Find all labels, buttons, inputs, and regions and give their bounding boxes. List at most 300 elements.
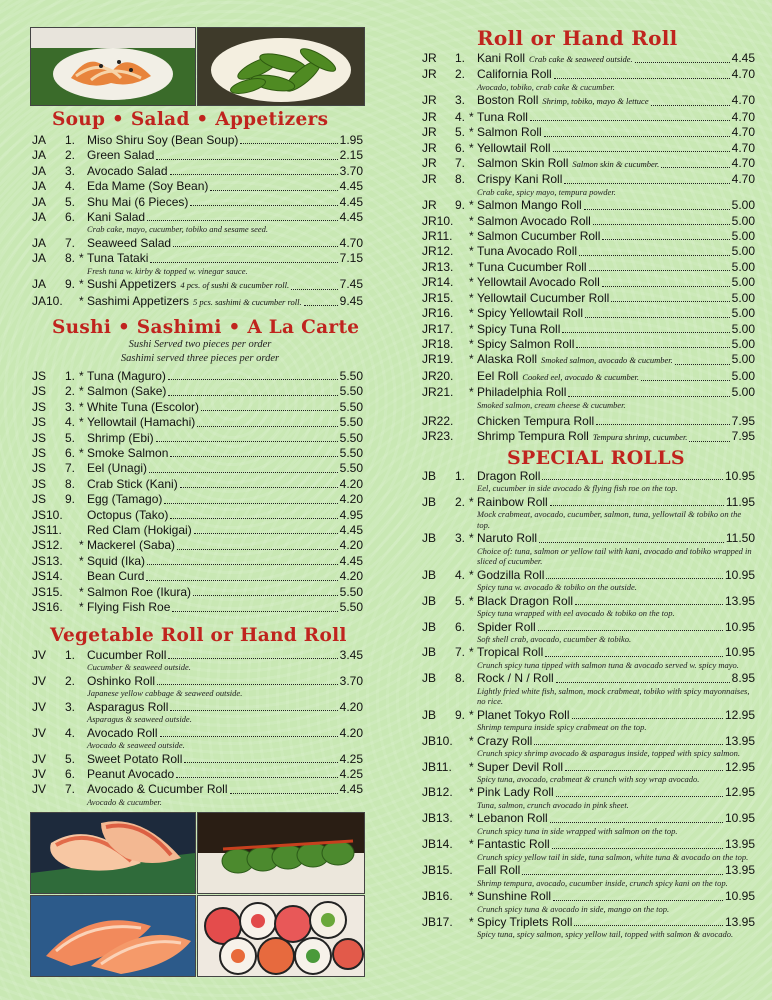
menu-item-row [422, 67, 755, 82]
dot-leader [574, 925, 723, 926]
item-description: Japanese yellow cabbage & seaweed outside. [87, 688, 243, 699]
dot-leader [556, 682, 730, 683]
dot-leader [170, 710, 337, 711]
menu-item-row [32, 179, 363, 194]
section-heading-vegetable: Vegetable Roll or Hand Roll [50, 625, 347, 646]
dot-leader [194, 533, 338, 534]
menu-item [422, 469, 755, 494]
item-name: Crab Stick (Kani) [87, 476, 178, 491]
dot-leader [530, 120, 730, 121]
item-number: 1. [455, 469, 466, 483]
menu-item-row [422, 469, 755, 484]
dot-leader [562, 332, 729, 333]
menu-item-row [32, 554, 363, 569]
item-code: JR12. [422, 244, 454, 259]
item-code: JV [32, 782, 47, 797]
item-price: 2.15 [339, 148, 363, 163]
item-price: 4.70 [731, 93, 755, 108]
dot-leader [190, 205, 337, 206]
spicy-star: * [469, 198, 474, 213]
dot-leader [291, 289, 337, 290]
item-description: Spicy tuna, avocado, crabmeat & crunch with soy wrap avocado. [477, 773, 700, 784]
menu-item-row [422, 863, 755, 878]
menu-item-row [422, 110, 755, 125]
sushi-subtitle-2: Sashimi served three pieces per order [120, 353, 280, 364]
dot-leader [170, 174, 338, 175]
item-price: 4.20 [339, 725, 363, 740]
menu-item [422, 172, 755, 197]
item-inline-description: Crab cake & seaweed outside. [529, 54, 633, 64]
item-name: California Roll [477, 67, 552, 82]
dot-leader [593, 224, 730, 225]
menu-item [32, 461, 363, 476]
item-price: 5.50 [339, 584, 363, 599]
menu-item-row [32, 133, 363, 148]
item-name: Squid (Ika) [87, 553, 146, 568]
menu-item-row [422, 495, 755, 510]
dot-leader [552, 848, 723, 849]
menu-item-row [422, 51, 755, 67]
menu-item-row [422, 889, 755, 904]
item-code: JS [32, 492, 47, 507]
menu-item-row [32, 523, 363, 538]
menu-item-row [32, 251, 363, 266]
item-price: 9.45 [339, 293, 363, 308]
dot-leader [149, 472, 338, 473]
item-name: Salmon Mango Roll [477, 198, 582, 213]
menu-item [32, 726, 363, 751]
item-number: 5. [455, 593, 466, 608]
item-price: 5.50 [339, 399, 363, 414]
dot-leader [168, 379, 338, 380]
spicy-star: * [469, 733, 474, 748]
item-code: JV [32, 725, 47, 740]
menu-item [32, 277, 363, 293]
dot-leader [554, 78, 730, 79]
item-number: 2. [455, 494, 466, 509]
item-price: 5.00 [731, 385, 755, 400]
item-name: Bean Curd [87, 569, 145, 584]
menu-item [32, 179, 363, 194]
item-number: 2. [65, 148, 76, 163]
menu-item-row [32, 538, 363, 553]
item-number: 3. [455, 93, 466, 108]
item-name: Flying Fish Roe [87, 600, 171, 615]
item-description: Avocado, tobiko, crab cake & cucumber. [477, 81, 615, 92]
menu-item [422, 837, 755, 862]
dot-leader [230, 793, 338, 794]
dot-leader [572, 718, 723, 719]
menu-item [422, 260, 755, 275]
menu-item-row [422, 352, 755, 368]
item-name: Yellowtail (Hamachi) [87, 415, 196, 430]
item-name: Planet Tokyo Roll [477, 707, 570, 722]
item-price: 4.45 [339, 194, 363, 209]
item-name: Salmon Skin Roll [477, 155, 569, 170]
dot-leader [589, 270, 730, 271]
item-name: White Tuna (Escolor) [87, 399, 200, 414]
item-name: Sushi Appetizers [87, 277, 177, 292]
dot-leader [661, 167, 729, 168]
spicy-star: * [469, 785, 474, 800]
spicy-star: * [469, 306, 474, 321]
item-number: 2. [455, 67, 466, 82]
item-inline-description: Shrimp, tobiko, mayo & lettuce [542, 96, 649, 107]
item-price: 11.50 [725, 531, 755, 546]
item-code: JB [422, 494, 437, 509]
item-price: 4.20 [339, 538, 363, 553]
item-code: JB [422, 469, 437, 483]
dot-leader [172, 611, 337, 612]
item-code: JR20. [422, 368, 454, 383]
item-name: Avocado Roll [87, 725, 158, 740]
item-price: 4.45 [339, 782, 363, 797]
item-name: Tropical Roll [477, 645, 544, 660]
item-price: 13.95 [724, 837, 755, 852]
item-name: Eel Roll [477, 368, 519, 383]
dot-leader [176, 777, 337, 778]
item-code: JS [32, 461, 47, 476]
menu-item [32, 148, 363, 163]
spicy-star: * [469, 915, 474, 929]
item-name: Peanut Avocado [87, 767, 175, 782]
item-name: Sunshine Roll [477, 889, 552, 904]
item-price: 4.70 [731, 172, 755, 187]
dot-leader [564, 183, 729, 184]
dot-leader [170, 518, 337, 519]
section-heading-special-rolls: SPECIAL ROLLS [507, 447, 685, 469]
menu-item-row [32, 674, 363, 689]
menu-item [32, 446, 363, 461]
item-name: Avocado Salad [87, 163, 168, 178]
menu-item [32, 210, 363, 235]
dot-leader [553, 900, 723, 901]
item-code: JB16. [422, 889, 453, 904]
item-price: 7.95 [731, 414, 755, 429]
menu-item-row [32, 446, 363, 461]
dot-leader [611, 301, 729, 302]
spicy-star: * [469, 125, 474, 140]
item-name: Eda Mame (Soy Bean) [87, 179, 209, 194]
dot-leader [544, 136, 730, 137]
section-heading-appetizers: Soup • Salad • Appetizers [52, 109, 329, 130]
item-code: JA [32, 163, 47, 178]
dot-leader [539, 542, 724, 543]
item-name: Boston Roll [477, 93, 539, 108]
item-name: Green Salad [87, 148, 155, 163]
item-code: JS10. [32, 507, 63, 522]
item-number: 7. [455, 645, 466, 660]
dot-leader [197, 426, 337, 427]
item-price: 10.95 [724, 889, 755, 904]
spicy-star: * [469, 494, 474, 509]
menu-item-row [32, 600, 363, 615]
menu-item [32, 767, 363, 782]
item-name: Shrimp (Ebi) [87, 430, 154, 445]
item-price: 4.45 [339, 210, 363, 225]
item-price: 5.50 [339, 600, 363, 615]
menu-item-row [32, 461, 363, 476]
item-price: 4.70 [731, 67, 755, 82]
item-price: 4.70 [731, 125, 755, 140]
menu-item-row [422, 385, 755, 400]
dot-leader [651, 105, 730, 106]
item-price: 4.70 [731, 109, 755, 124]
item-description: Spicy tuna wrapped with eel avocado & tobiko on the top. [477, 608, 675, 619]
item-number: 4. [65, 725, 76, 740]
item-name: Rock / N / Roll [477, 671, 554, 686]
rainbow-roll-photo [197, 895, 365, 977]
item-code: JB [422, 671, 437, 686]
item-description: Mock crabmeat, avocado, cucumber, salmon, tuna, yellowtail & tobiko on the top. [477, 509, 742, 530]
menu-item [422, 198, 755, 213]
dot-leader [173, 246, 338, 247]
menu-item [422, 811, 755, 836]
item-price: 4.20 [339, 492, 363, 507]
dot-leader [689, 441, 729, 442]
menu-item [32, 400, 363, 415]
menu-item-row [422, 708, 755, 723]
dot-leader [156, 441, 338, 442]
menu-item [32, 236, 363, 251]
item-code: JS16. [32, 600, 63, 615]
menu-item-row [422, 337, 755, 352]
item-code: JA [32, 133, 47, 147]
item-description: Cucumber & seaweed outside. [87, 662, 191, 673]
item-name: Philadelphia Roll [477, 385, 567, 400]
item-description: Avocado & seaweed outside. [87, 740, 185, 751]
menu-item [422, 156, 755, 172]
dot-leader [170, 456, 337, 457]
item-name: Shrimp Tempura Roll [477, 429, 589, 444]
menu-item [422, 568, 755, 593]
item-number: 2. [65, 384, 76, 399]
item-name: Tuna (Maguro) [87, 369, 166, 383]
item-number: 7. [65, 782, 76, 797]
sushi-list [32, 369, 363, 616]
spicy-star: * [79, 369, 84, 383]
item-price: 12.95 [724, 759, 755, 774]
item-code: JB12. [422, 785, 453, 800]
spicy-star: * [469, 567, 474, 582]
item-number: 7. [65, 461, 76, 476]
dragon-roll-photo [197, 812, 365, 894]
item-number: 2. [65, 673, 76, 688]
item-number: 4. [455, 109, 466, 124]
item-price: 5.00 [731, 290, 755, 305]
menu-item-row [32, 431, 363, 446]
item-code: JA [32, 194, 47, 209]
item-inline-description: Smoked salmon, avocado & cucumber. [541, 355, 673, 366]
menu-item-row [32, 384, 363, 399]
menu-item [422, 385, 755, 410]
menu-item-row [32, 782, 363, 797]
item-code: JS14. [32, 569, 63, 584]
item-name: Red Clam (Hokigai) [87, 523, 192, 538]
dot-leader [150, 262, 337, 263]
item-name: Dragon Roll [477, 469, 541, 483]
item-price: 5.00 [731, 368, 755, 383]
item-code: JB11. [422, 759, 452, 774]
item-name: Naruto Roll [477, 531, 538, 546]
item-number: 6. [455, 140, 466, 155]
item-code: JB14. [422, 837, 453, 852]
item-price: 4.70 [339, 235, 363, 250]
menu-item-row [422, 531, 755, 546]
menu-item-row [422, 645, 755, 660]
item-description: Tuna, salmon, crunch avocado in pink sheet. [477, 799, 629, 810]
item-code: JA [32, 277, 47, 292]
item-number: 6. [455, 619, 466, 634]
item-description: Crunch spicy tuna in side wrapped with salmon on the top. [477, 825, 678, 836]
item-code: JR [422, 93, 437, 108]
item-description: Fresh tuna w. kirby & topped w. vinegar sauce. [87, 265, 248, 276]
dot-leader [164, 503, 337, 504]
dot-leader [184, 762, 337, 763]
dot-leader [168, 658, 337, 659]
item-price: 13.95 [724, 593, 755, 608]
menu-item-row [422, 214, 755, 229]
menu-item-row [422, 785, 755, 800]
spicy-star: * [469, 259, 474, 274]
item-code: JR [422, 172, 437, 187]
menu-item-row [422, 141, 755, 156]
spicy-star: * [79, 600, 84, 615]
item-price: 5.00 [731, 198, 755, 213]
item-name: Spicy Triplets Roll [477, 915, 573, 929]
menu-item-row [32, 148, 363, 163]
menu-item [32, 585, 363, 600]
item-price: 12.95 [724, 785, 755, 800]
item-name: Super Devil Roll [477, 759, 564, 774]
item-price: 5.00 [731, 259, 755, 274]
menu-item-row [422, 291, 755, 306]
spicy-star: * [469, 244, 474, 259]
item-name: Salmon Roll [477, 125, 542, 140]
menu-item [422, 244, 755, 259]
item-name: Salmon Roe (Ikura) [87, 584, 192, 599]
item-inline-description: 5 pcs. sashimi & cucumber roll. [193, 296, 302, 307]
item-code: JR19. [422, 352, 454, 367]
item-price: 5.50 [339, 446, 363, 461]
menu-item [32, 782, 363, 807]
item-price: 5.50 [339, 415, 363, 430]
menu-item [422, 51, 755, 67]
item-name: Salmon Avocado Roll [477, 213, 591, 228]
menu-item [32, 133, 363, 148]
item-price: 5.00 [731, 213, 755, 228]
item-description: Spicy tuna, spicy salmon, spicy yellow tail, topped with salmon & avocado. [477, 929, 734, 940]
item-code: JR [422, 140, 437, 155]
item-code: JB17. [422, 915, 453, 929]
dot-leader [635, 62, 730, 63]
menu-item [422, 93, 755, 109]
menu-item [422, 734, 755, 759]
item-price: 1.95 [339, 133, 363, 147]
item-number: 3. [65, 399, 76, 414]
item-name: Mackerel (Saba) [87, 538, 176, 553]
item-number: 3. [65, 699, 76, 714]
item-name: Salmon Cucumber Roll [477, 229, 601, 244]
item-price: 5.50 [339, 430, 363, 445]
item-number: 3. [65, 163, 76, 178]
item-name: Salmon (Sake) [87, 384, 167, 399]
item-name: Kani Roll [477, 51, 526, 65]
item-code: JS [32, 476, 47, 491]
item-inline-description: Salmon skin & cucumber. [572, 158, 660, 169]
dot-leader [579, 255, 730, 256]
item-number: 8. [65, 476, 76, 491]
item-price: 4.25 [339, 751, 363, 766]
item-code: JV [32, 751, 47, 766]
menu-item-row [32, 477, 363, 492]
item-number: 8. [65, 251, 76, 266]
item-price: 7.15 [339, 251, 363, 266]
special-rolls-list [422, 469, 755, 941]
item-name: Yellowtail Avocado Roll [477, 275, 600, 290]
item-description: Crunch spicy shrimp avocado & asparagus inside, topped with spicy salmon. [477, 748, 741, 759]
kani-salad-photo [30, 27, 196, 106]
menu-item [422, 275, 755, 290]
item-price: 10.95 [724, 645, 755, 660]
item-code: JS13. [32, 553, 63, 568]
item-number: 5. [455, 125, 466, 140]
menu-item [422, 645, 755, 670]
dot-leader [602, 239, 729, 240]
item-price: 4.20 [339, 476, 363, 491]
menu-item-row [422, 760, 755, 775]
menu-item-row [32, 700, 363, 715]
menu-item-row [422, 172, 755, 187]
spicy-star: * [79, 415, 84, 430]
item-price: 5.50 [339, 384, 363, 399]
item-price: 5.00 [731, 336, 755, 351]
item-code: JB13. [422, 811, 453, 826]
menu-item-row [422, 414, 755, 429]
item-number: 1. [65, 648, 76, 662]
item-name: Oshinko Roll [87, 673, 156, 688]
item-code: JS12. [32, 538, 63, 553]
item-price: 4.70 [731, 140, 755, 155]
dot-leader [550, 505, 724, 506]
menu-item [32, 294, 363, 310]
dot-leader [575, 604, 723, 605]
menu-item [422, 915, 755, 940]
item-code: JR [422, 198, 437, 213]
menu-item [422, 337, 755, 352]
item-code: JB [422, 567, 437, 582]
spicy-star: * [79, 553, 84, 568]
menu-item-row [422, 915, 755, 930]
item-number: 9. [455, 707, 466, 722]
menu-item [422, 125, 755, 140]
dot-leader [180, 487, 338, 488]
item-description: Crab cake, spicy mayo, tempura powder. [477, 186, 616, 197]
item-description: Spicy tuna w. avocado & tobiko on the outside. [477, 582, 637, 593]
item-price: 5.00 [731, 275, 755, 290]
spicy-star: * [79, 538, 84, 553]
menu-item [422, 671, 755, 706]
menu-item-row [32, 492, 363, 507]
menu-item [32, 431, 363, 446]
item-description: Choice of: tuna, salmon or yellow tail with kani, avocado and tobiko wrapped in sliced of cucumber. [477, 545, 752, 567]
section-heading-roll: Roll or Hand Roll [477, 26, 678, 50]
menu-item [32, 508, 363, 523]
dot-leader [576, 347, 729, 348]
menu-item [422, 322, 755, 337]
item-name: Eel (Unagi) [87, 461, 148, 476]
item-name: Spicy Tuna Roll [477, 321, 561, 336]
